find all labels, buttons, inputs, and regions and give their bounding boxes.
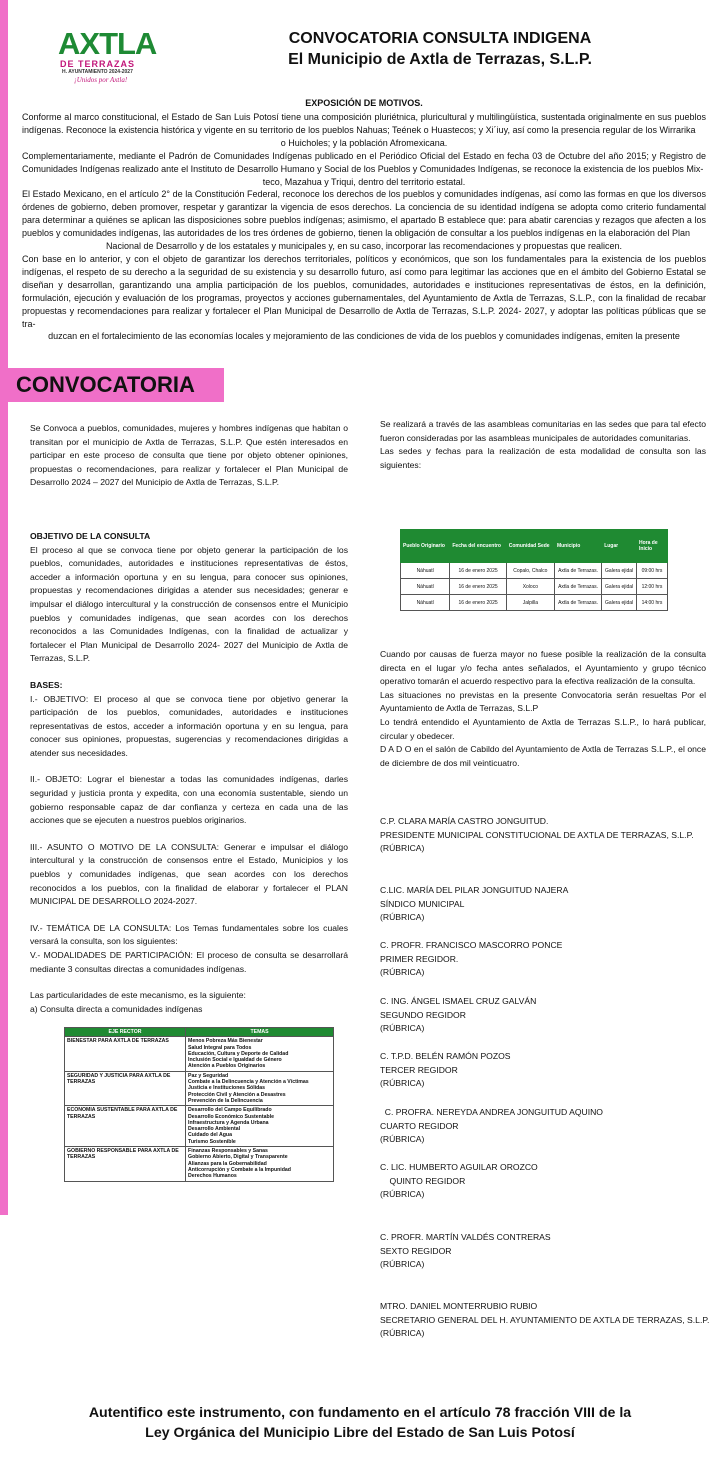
table-row: [401, 579, 668, 595]
tema-item: Protección Civil y Atención a Desastres: [188, 1091, 286, 1098]
table-cell: Náhuatl: [401, 579, 450, 595]
tema-item: Desarrollo Económico Sustentable: [188, 1113, 274, 1120]
signer-name: C. T.P.D. BELÉN RAMÓN POZOS: [380, 1051, 511, 1061]
objetivo-heading: OBJETIVO DE LA CONSULTA: [30, 530, 151, 541]
base-5: V.- MODALIDADES DE PARTICIPACIÓN: El proceso de consulta se desarrollará mediante 3 consultas directas a comunidades indígenas.: [30, 950, 348, 974]
temas-cell: [186, 1037, 334, 1071]
signature-block: [380, 1050, 710, 1091]
eje-cell: ECONOMIA SUSTENTABLE PARA AXTLA DE TERRAZAS: [65, 1106, 186, 1147]
signer-rubrica: (RÚBRICA): [380, 1189, 425, 1200]
base-1: I.- OBJETIVO: El proceso al que se convoca tiene por objetivo generar la participación de los pueblos, comunidades, autoridades e instituciones representativas de estos, acceder a información oportuna y en su lengua, para conocer sus opiniones, propuestas, sugerencias y recomendaciones dirigidas a atender sus necesidades.: [30, 693, 348, 758]
signer-rubrica: (RÚBRICA): [380, 1259, 425, 1270]
tema-item: Paz y Seguridad: [188, 1072, 229, 1079]
table-row: [65, 1106, 334, 1147]
tema-item: Infraestructura y Agenda Urbana: [188, 1119, 269, 1126]
table-cell: 14:00 hrs: [637, 595, 668, 611]
tema-item: Turismo Sostenible: [188, 1138, 236, 1145]
signer-rubrica: (RÚBRICA): [380, 1134, 425, 1145]
expo-paragraph: Nacional de Desarrollo y de los estatales y municipales y, en su caso, incorporar las recomendaciones y propuestas que realicen.: [105, 241, 623, 252]
table-cell: 16 de enero 2025: [450, 579, 506, 595]
bases-heading: BASES:: [30, 679, 63, 690]
table-cell: 16 de enero 2025: [450, 595, 506, 611]
table-row: [401, 563, 668, 579]
eje-cell: GOBIERNO RESPONSABLE PARA AXTLA DE TERRAZAS: [65, 1147, 186, 1181]
sedes-header: Lugar: [602, 530, 637, 563]
table-cell: Copalo, Chalco: [506, 563, 554, 579]
table-cell: 09:00 hrs: [637, 563, 668, 579]
tema-item: Menos Pobreza Más Bienestar: [188, 1038, 263, 1045]
tema-item: Justicia e Instituciones Sólidas: [188, 1085, 266, 1092]
pink-side-bar: [0, 0, 8, 1215]
signer-rubrica: (RÚBRICA): [380, 967, 425, 978]
signature-block: [380, 1106, 710, 1147]
base-4: IV.- TEMÁTICA DE LA CONSULTA: Los Temas fundamentales sobre los cuales versará la consulta, son los siguientes:: [30, 922, 348, 947]
expo-paragraph: o Huicholes; y la población Afromexicana.: [280, 137, 448, 148]
ejes-header: TEMAS: [186, 1028, 334, 1037]
signer-name: C. PROFR. FRANCISCO MASCORRO PONCE: [380, 940, 563, 950]
table-cell: Galera ejidal: [602, 595, 637, 611]
logo-main-text: AXTLA: [58, 26, 157, 61]
objetivo-text: El proceso al que se convoca tiene por objeto generar la participación de los pueblos, comunidades, autoridades e instituciones representativas de éstos, acceder a información oportuna y en su lengua, para conocer sus opiniones, propuestas y recomendaciones dirigidas a atender sus necesidades; generar e impulsar el diálogo intercultural y la construcción de consensos entre el Municipio pueblos y comunidades indígenas, que sean acordes con los derechos reconocidos a las Comunidades Indígenas, con la finalidad de actualizar y fortalecer el Plan Municipal de Desarrollo 2024- 2027 del Municipio de Axtla de Terrazas, S.L.P.: [30, 544, 348, 664]
particularidades-text: Las particularidades de este mecanismo, es la siguiente:: [30, 990, 246, 1001]
sedes-header: Fecha del encuentro: [450, 530, 506, 563]
signature-block: [380, 1161, 710, 1202]
exposicion-body: [22, 111, 706, 343]
signer-rubrica: (RÚBRICA): [380, 1328, 425, 1339]
base-3: III.- ASUNTO O MOTIVO DE LA CONSULTA: Generar e impulsar el diálogo intercultural y la construcción de consensos entre el Estado, Municipios y los pueblos y comunidades indígenas, que sean acordes con los derechos reconocidos a los pueblos, con la finalidad de elaborar y fortalecer el PLAN MUNICIPAL DE DESARROLLO 2024-2027.: [30, 841, 348, 907]
tema-item: Prevención de la Delincuencia: [188, 1097, 263, 1104]
signer-name: MTRO. DANIEL MONTERRUBIO RUBIO: [380, 1301, 538, 1311]
table-cell: Axtla de Terrazas.: [554, 579, 601, 595]
signer-rubrica: (RÚBRICA): [380, 912, 425, 923]
table-row: [65, 1071, 334, 1105]
tema-item: Inclusión Social e Igualdad de Género: [188, 1057, 282, 1064]
table-row: [401, 595, 668, 611]
signer-title: PRIMER REGIDOR.: [380, 953, 459, 964]
temas-cell: [186, 1071, 334, 1105]
convocatoria-banner: CONVOCATORIA: [8, 368, 224, 402]
expo-paragraph: Conforme al marco constitucional, el Estado de San Luis Potosí tiene una composición pluriétnica, pluricultural y multilingüística, sustentada originalmente en sus pueblos indígenas. Reconoce la existencia histórica y vigente en su territorio de los pueblos Nahuas; Teének o Huastecos; y Xi´iuy, así como la presencia regular de los Wirrarika: [22, 112, 706, 135]
document-title: CONVOCATORIA CONSULTA INDIGENA: [288, 30, 592, 47]
signer-name: C.LIC. MARÍA DEL PILAR JONGUITUD NAJERA: [380, 885, 569, 895]
signer-title: QUINTO REGIDOR: [380, 1175, 466, 1186]
sedes-table: [400, 529, 668, 611]
sedes-header: Pueblo Originario: [401, 530, 450, 563]
tema-item: Gobierno Abierto, Digital y Transparente: [188, 1154, 288, 1161]
tema-item: Cuidado del Agua: [188, 1132, 232, 1139]
left-column: [30, 422, 348, 1016]
axtla-logo: [58, 26, 157, 84]
signer-name: C. PROFR. MARTÍN VALDÉS CONTRERAS: [380, 1232, 551, 1242]
tema-item: Finanzas Responsables y Sanas: [188, 1148, 268, 1155]
signer-title: CUARTO REGIDOR: [380, 1120, 459, 1131]
expo-paragraph: teco, Mazahua y Triqui, dentro del territorio estatal.: [262, 176, 466, 187]
particularidad-a: a) Consulta directa a comunidades indígenas: [30, 1003, 203, 1014]
tema-item: Atención a Pueblos Originarios: [188, 1063, 266, 1070]
tema-item: Derechos Humanos: [188, 1173, 237, 1180]
tema-item: Desarrollo del Campo Equilibrado: [188, 1107, 272, 1114]
signer-title: SEXTO REGIDOR: [380, 1245, 452, 1256]
table-row: [65, 1037, 334, 1071]
temas-cell: [186, 1106, 334, 1147]
signer-name: C. LIC. HUMBERTO AGUILAR OROZCO: [380, 1162, 538, 1172]
ejes-table: [64, 1027, 334, 1182]
logo-slogan: ¡Unidos por Axtla!: [74, 76, 128, 84]
tema-item: Educación, Cultura y Deporte de Calidad: [188, 1050, 289, 1057]
fuerza-mayor-text: Cuando por causas de fuerza mayor no fuese posible la realización de la consulta directa en el lugar y/o fecha antes señalados, el Ayuntamiento y grupo técnico operativo tomarán el acuerdo respectivo para la efectiva realización de la consulta.: [380, 649, 706, 687]
expo-paragraph: El Estado Mexicano, en el artículo 2° de la Constitución Federal, reconoce los derechos de los pueblos y comunidades indígenas, así como las formas en que los diversos órdenes de gobierno, deben promover, respetar y garantizar la vigencia de esos derechos. La conciencia de su identidad indígena se adopta como criterio fundamental para determinar a quiénes se aplican las disposiciones sobre pueblos indígenas; asimismo, el apartado B establece que: para abatir carencias y rezagos que afecten a los pueblos y comunidades indígenas, las autoridades de los tres órdenes de gobierno, tienen la obligación de consultar a los pueblos indígenas en la elaboración del Plan: [22, 189, 706, 239]
signer-title: SEGUNDO REGIDOR: [380, 1009, 466, 1020]
signer-name: C. PROFRA. NEREYDA ANDREA JONGUITUD AQUINO: [380, 1107, 603, 1117]
sedes-header: Municipio: [554, 530, 601, 563]
signature-block: [380, 1300, 710, 1341]
eje-cell: BIENESTAR PARA AXTLA DE TERRAZAS: [65, 1037, 186, 1071]
temas-cell: [186, 1147, 334, 1181]
eje-cell: SEGURIDAD Y JUSTICIA PARA AXTLA DE TERRAZAS: [65, 1071, 186, 1105]
signer-rubrica: (RÚBRICA): [380, 843, 425, 854]
sedes-header: Hora de Inicio: [637, 530, 668, 563]
table-cell: 16 de enero 2025: [450, 563, 506, 579]
expo-paragraph: duzcan en el fortalecimiento de las economías locales y mejoramiento de las condiciones de vida de los pueblos y comunidades indígenas, emiten la presente: [48, 331, 680, 342]
authentication-footer: [0, 1403, 720, 1443]
tema-item: Desarrollo Ambiental: [188, 1126, 241, 1133]
footer-line: Ley Orgánica del Municipio Libre del Estado de San Luis Potosí: [145, 1425, 575, 1441]
dado-text: D A D O en el salón de Cabildo del Ayuntamiento de Axtla de Terrazas S.L.P., el once de diciembre de dos mil veinticuatro.: [380, 744, 706, 768]
table-cell: Axtla de Terrazas.: [554, 595, 601, 611]
signer-name: C.P. CLARA MARÍA CASTRO JONGUITUD.: [380, 816, 549, 826]
signer-title: SÍNDICO MUNICIPAL: [380, 898, 465, 909]
signer-title: TERCER REGIDOR: [380, 1064, 458, 1075]
table-cell: 12:00 hrs: [637, 579, 668, 595]
right-column-middle: [380, 648, 706, 770]
table-cell: Xoloco: [506, 579, 554, 595]
base-2: II.- OBJETO: Lograr el bienestar a todas las comunidades indígenas, darles seguridad y justicia pronta y expedita, con una economía sustentable, siendo un gobierno responsable capaz de dar confianza y certeza en cada una de las acciones que se ejecuten a nuestros pueblos originarios.: [30, 774, 348, 826]
logo-sub-text: DE TERRAZAS: [60, 59, 136, 69]
tema-item: Anticorrupción y Combate a la Impunidad: [188, 1166, 291, 1173]
right-column-top: [380, 418, 706, 472]
signature-block: [380, 815, 710, 856]
signature-block: [380, 995, 710, 1036]
tema-item: Alianzas para la Gobernabilidad: [188, 1160, 267, 1167]
signer-rubrica: (RÚBRICA): [380, 1078, 425, 1089]
table-cell: Axtla de Terrazas.: [554, 563, 601, 579]
signer-title: SECRETARIO GENERAL DEL H. AYUNTAMIENTO DE AXTLA DE TERRAZAS, S.L.P.: [380, 1314, 710, 1325]
table-cell: Náhuatl: [401, 563, 450, 579]
sedes-header: Comunidad Sede: [506, 530, 554, 563]
footer-line: Autentifico este instrumento, con fundamento en el artículo 78 fracción VIII de la: [88, 1405, 632, 1421]
ejes-header: EJE RECTOR: [65, 1028, 186, 1037]
expo-paragraph: Con base en lo anterior, y con el objeto de garantizar los derechos territoriales, políticos y económicos, que son los fundamentales para la existencia de los pueblos indígenas, el respeto de su derecho a la seguridad de su existencia y su desarrollo futuro, así como para legitimar las acciones que en el ámbito del Gobierno Estatal se diseñan y desarrollan, garantizando una amplia participación de los pueblos, comunidades, autoridades e instituciones representativas de éstos, en la definición, formulación, ejecución y evaluación de los programas, proyectos y acciones gubernamentales, del Ayuntamiento de Axtla de Terrazas, S.L.P., con la finalidad de recabar propuestas y recomendaciones para realizar y fortalecer el Plan Municipal de Desarrollo de Axtla de Terrazas, S.L.P. 2024- 2027, y adoptar las políticas públicas que se tra-: [22, 253, 706, 329]
table-row: [65, 1147, 334, 1181]
signature-block: [380, 939, 710, 980]
table-cell: Galera ejidal: [602, 579, 637, 595]
table-cell: Galera ejidal: [602, 563, 637, 579]
logo-ayuntamiento-text: H. AYUNTAMIENTO 2024-2027: [62, 69, 133, 75]
tema-item: Combate a la Delincuencia y Atención a Víctimas: [188, 1079, 309, 1086]
signer-name: C. ING. ÁNGEL ISMAEL CRUZ GALVÁN: [380, 996, 537, 1006]
table-cell: Jalpilla: [506, 595, 554, 611]
publicar-text: Lo tendrá entendido el Ayuntamiento de Axtla de Terrazas S.L.P., lo hará publicar, circular y obedecer.: [380, 716, 706, 741]
table-cell: Náhuatl: [401, 595, 450, 611]
tema-item: Salud Integral para Todos: [188, 1044, 252, 1051]
convocatoria-intro: Se Convoca a pueblos, comunidades, mujeres y hombres indígenas que habitan o transitan por el municipio de Axtla de Terrazas, S.L.P. Que estén interesados en participar en este proceso de consulta que tiene por objeto obtener opiniones, propuestas o recomendaciones, para realizar y fortalecer el Plan Municipal de Desarrollo 2024 – 2027 del Municipio de Axtla de Terrazas, S.L.P.: [30, 423, 348, 488]
exposicion-heading: EXPOSICIÓN DE MOTIVOS.: [305, 98, 423, 108]
expo-paragraph: Complementariamente, mediante el Padrón de Comunidades Indígenas publicado en el Periódico Oficial del Estado en fecha 03 de Octubre del año 2015; y Registro de Comunidades Indígenas realizado ante el Instituto de Desarrollo Humano y Social de los Pueblos y Comunidades Indígenas, se reconoce la existencia de los pueblos Mix-: [22, 150, 706, 174]
no-previstas-text: Las situaciones no previstas en la presente Convocatoria serán resueltas Por el Ayuntamiento de Axtla de Terrazas, S.L.P: [380, 689, 706, 714]
sedes-lead: Las sedes y fechas para la realización de esta modalidad de consulta son las siguientes:: [380, 446, 706, 470]
document-subtitle: El Municipio de Axtla de Terrazas, S.L.P.: [288, 51, 592, 68]
signature-block: [380, 884, 710, 925]
signer-rubrica: (RÚBRICA): [380, 1023, 425, 1034]
signer-title: PRESIDENTE MUNICIPAL CONSTITUCIONAL DE AXTLA DE TERRAZAS, S.L.P.: [380, 829, 694, 840]
signature-block: [380, 1231, 710, 1272]
sedes-intro: Se realizará a través de las asambleas comunitarias en las sedes que para tal efecto fueron consideradas por las asambleas municipales de autoridades comunitarias.: [380, 419, 706, 443]
